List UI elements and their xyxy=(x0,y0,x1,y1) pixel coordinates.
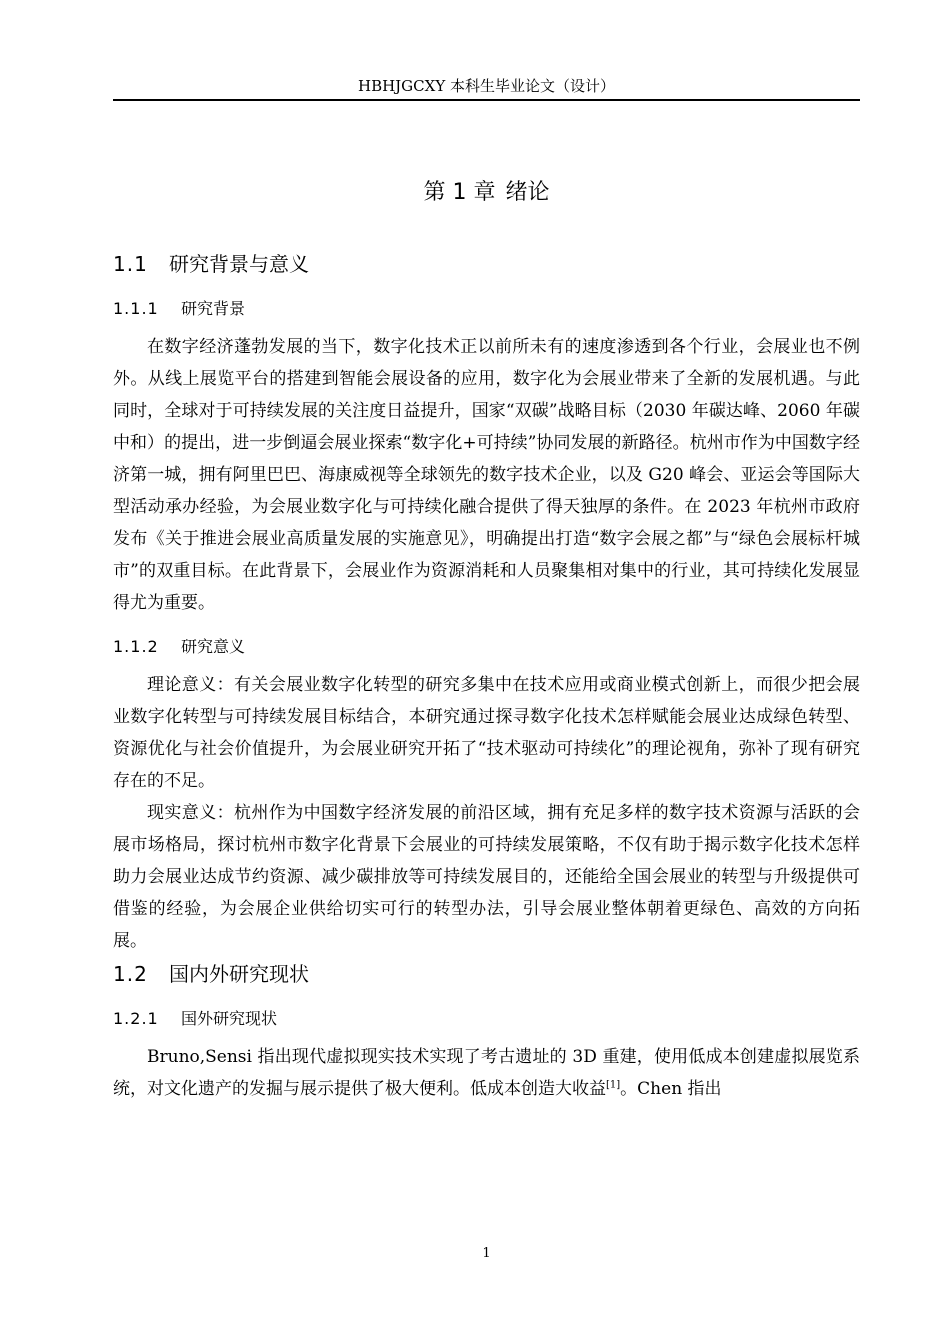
paragraph-foreign-research xyxy=(113,1041,860,1105)
subsection-heading xyxy=(113,633,860,661)
paragraph-text: Bruno,Sensi 指出现代虚拟现实技术实现了考古遗址的 3D 重建，使用低成本创建虚拟展览系统，对文化遗产的发掘与展示提供了极大便利。低成本创造大收益 xyxy=(113,1047,860,1099)
running-header: HBHJGCXY 本科生毕业论文（设计） xyxy=(357,77,615,95)
subsection-heading xyxy=(113,295,860,323)
section-number: 1.1 xyxy=(113,252,148,276)
page-content xyxy=(113,175,860,1105)
citation-link[interactable]: [1] xyxy=(606,1079,621,1091)
paragraph-text-tail: 。Chen 指出 xyxy=(620,1079,722,1099)
subsection-title: 研究意义 xyxy=(181,637,246,656)
chapter-title xyxy=(113,175,860,211)
subsection-title: 国外研究现状 xyxy=(181,1009,278,1028)
paragraph-research-background: 在数字经济蓬勃发展的当下，数字化技术正以前所未有的速度渗透到各个行业，会展业也不例外。从线上展览平台的搭建到智能会展设备的应用，数字化为会展业带来了全新的发展机遇。与此同时，全球对于可持续发展的关注度日益提升，国家“双碳”战略目标（2030 年碳达峰、2060 年碳中和）的提出，进一步倒逼会展业探索“数字化+可持续”协同发展的新路径。杭州市作为中国数字经济第一城，拥有阿里巴巴、海康威视等全球领先的数字技术企业，以及 G20 峰会、亚运会等国际大型活动承办经验，为会展业数字化与可持续化融合提供了得天独厚的条件。在 2023 年杭州市政府发布《关于推进会展业高质量发展的实施意见》，明确提出打造“数字会展之都”与“绿色会展标杆城市”的双重目标。在此背景下，会展业作为资源消耗和人员聚集相对集中的行业，其可持续化发展显得尤为重要。 xyxy=(113,337,860,613)
section-heading xyxy=(113,957,860,991)
subsection-number: 1.1.1 xyxy=(113,299,159,318)
section-title: 国内外研究现状 xyxy=(169,962,309,986)
section-title: 研究背景与意义 xyxy=(169,252,309,276)
section-number: 1.2 xyxy=(113,962,148,986)
chapter-name: 绪论 xyxy=(505,180,550,205)
header-rule xyxy=(113,99,860,101)
subsection-heading xyxy=(113,1005,860,1033)
subsection-number: 1.1.2 xyxy=(113,637,159,656)
subsection-title: 研究背景 xyxy=(181,299,246,318)
chapter-number: 第 1 章 xyxy=(423,180,496,205)
paragraph-theoretical-significance: 理论意义：有关会展业数字化转型的研究多集中在技术应用或商业模式创新上，而很少把会展业数字化转型与可持续发展目标结合，本研究通过探寻数字化技术怎样赋能会展业达成绿色转型、资源优化与社会价值提升，为会展业研究开拓了“技术驱动可持续化”的理论视角，弥补了现有研究存在的不足。 xyxy=(113,675,860,791)
section-heading xyxy=(113,247,860,281)
page-number: 1 xyxy=(482,1246,491,1261)
paragraph-practical-significance: 现实意义：杭州作为中国数字经济发展的前沿区域，拥有充足多样的数字技术资源与活跃的会展市场格局，探讨杭州市数字化背景下会展业的可持续发展策略，不仅有助于揭示数字化技术怎样助力会展业达成节约资源、减少碳排放等可持续发展目的，还能给全国会展业的转型与升级提供可借鉴的经验，为会展企业供给切实可行的转型办法，引导会展业整体朝着更绿色、高效的方向拓展。 xyxy=(113,803,860,951)
subsection-number: 1.2.1 xyxy=(113,1009,159,1028)
